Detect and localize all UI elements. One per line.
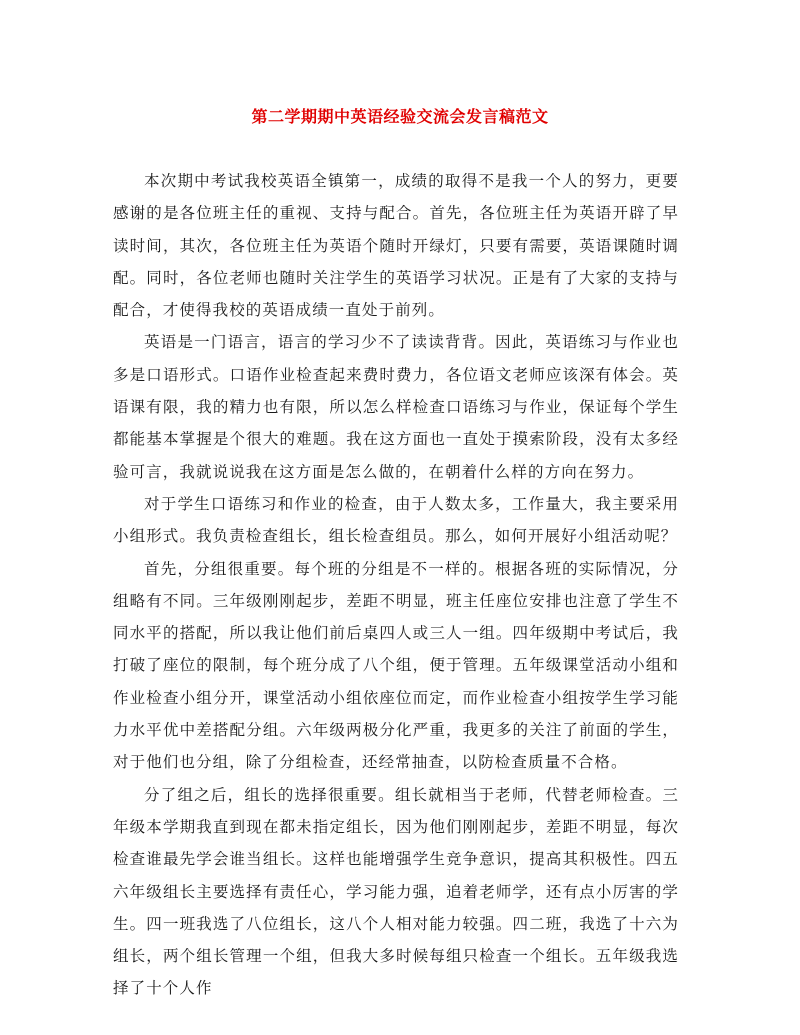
paragraph-1: 本次期中考试我校英语全镇第一，成绩的取得不是我一个人的努力，更要感谢的是各位班主任的重视、支持与配合。首先，各位班主任为英语开辟了早读时间，其次，各位班主任为英语个随时开绿灯，只要有需要，英语课随时调配。同时，各位老师也随时关注学生的英语学习状况。正是有了大家的支持与配合，才使得我校的英语成绩一直处于前列。 <box>113 172 679 320</box>
document-title: 第二学期期中英语经验交流会发言稿范文 <box>251 107 549 126</box>
paragraph-5: 分了组之后，组长的选择很重要。组长就相当于老师，代替老师检查。三年级本学期我直到现在都未指定组长，因为他们刚刚起步，差距不明显，每次检查谁最先学会谁当组长。这样也能增强学生竞争意识，提高其积极性。四五六年级组长主要选择有责任心，学习能力强，追着老师学，还有点小厉害的学生。四一班我选了八位组长，这八个人相对能力较强。四二班，我选了十六为组长，两个组长管理一个组，但我大多时候每组只检查一个组长。五年级我选择了十个人作 <box>113 785 679 998</box>
paragraph-2: 英语是一门语言，语言的学习少不了读读背背。因此，英语练习与作业也多是口语形式。口语作业检查起来费时费力，各位语文老师应该深有体会。英语课有限，我的精力也有限，所以怎么样检查口语练习与作业，保证每个学生都能基本掌握是个很大的难题。我在这方面也一直处于摸索阶段，没有太多经验可言，我就说说我在这方面是怎么做的，在朝着什么样的方向在努力。 <box>113 333 679 481</box>
paragraph-4: 首先，分组很重要。每个班的分组是不一样的。根据各班的实际情况，分组略有不同。三年级刚刚起步，差距不明显，班主任座位安排也注意了学生不同水平的搭配，所以我让他们前后桌四人或三人一组。四年级期中考试后，我打破了座位的限制，每个班分成了八个组，便于管理。五年级课堂活动小组和作业检查小组分开，课堂活动小组依座位而定，而作业检查小组按学生学习能力水平优中差搭配分组。六年级两极分化严重，我更多的关注了前面的学生，对于他们也分组，除了分组检查，还经常抽查，以防检查质量不合格。 <box>113 559 679 772</box>
paragraph-3: 对于学生口语练习和作业的检查，由于人数太多，工作量大，我主要采用小组形式。我负责检查组长，组长检查组员。那么，如何开展好小组活动呢？ <box>113 494 679 546</box>
document-body <box>113 165 679 1005</box>
